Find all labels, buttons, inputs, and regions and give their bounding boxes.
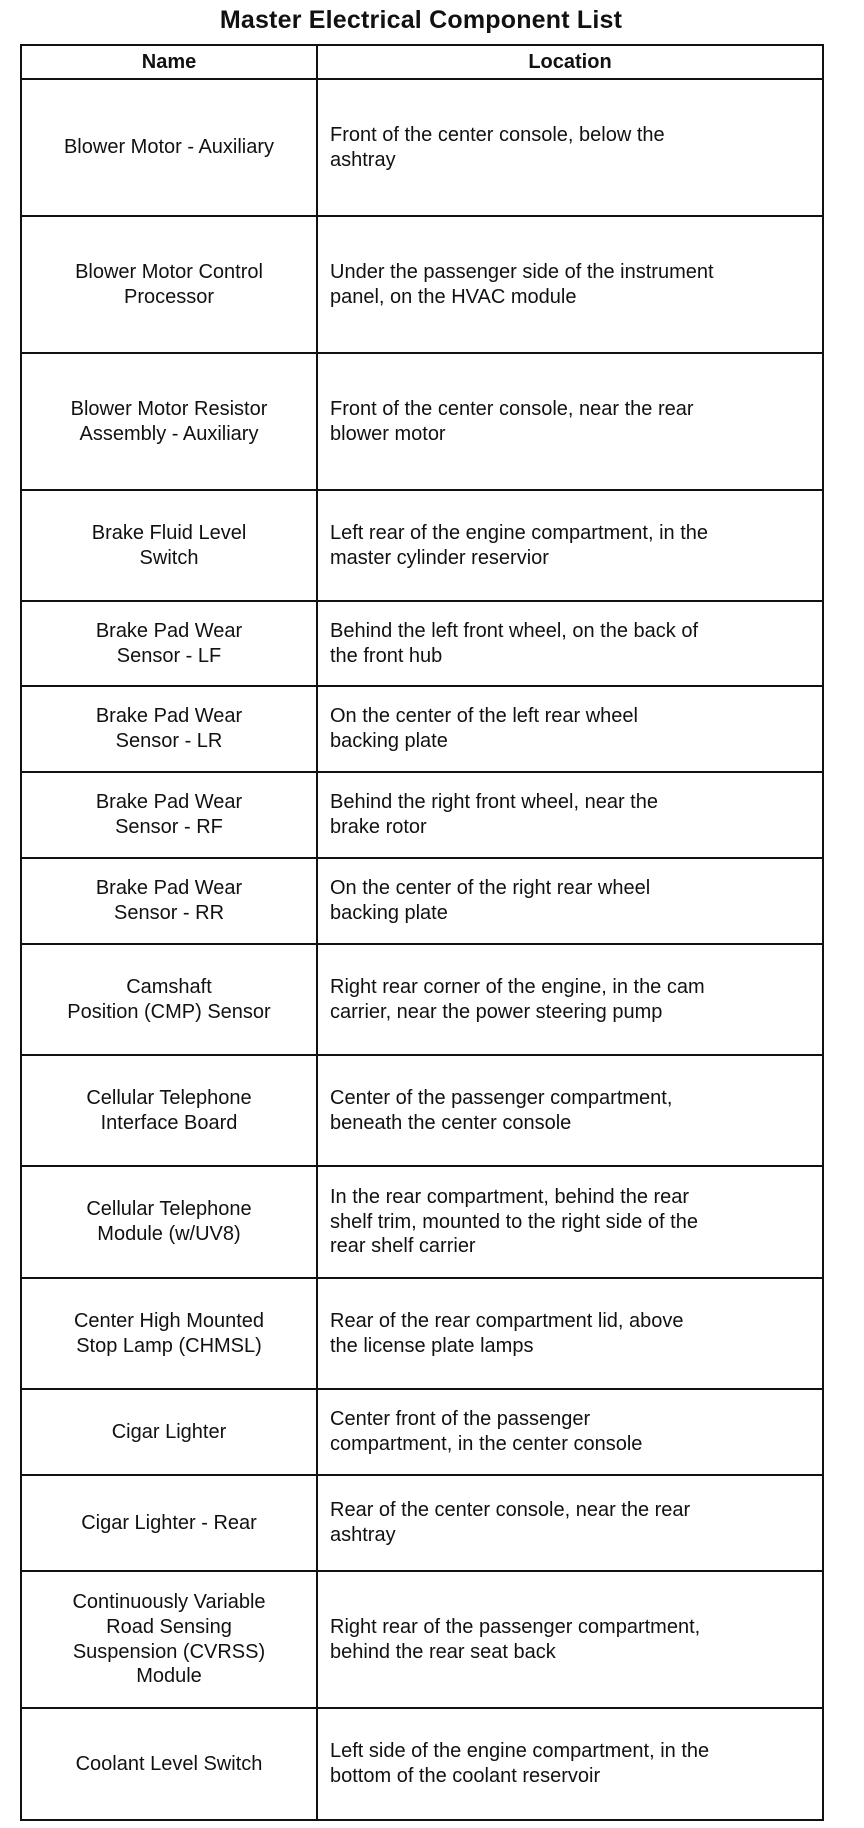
column-header-name: Name — [21, 45, 317, 79]
table-row — [21, 858, 823, 944]
component-name: Brake Pad Wear Sensor - RR — [21, 858, 317, 944]
component-name: Coolant Level Switch — [21, 1708, 317, 1820]
component-name: Blower Motor - Auxiliary — [21, 79, 317, 216]
table-row — [21, 79, 823, 216]
component-location: Left rear of the engine compartment, in the master cylinder reservior — [317, 490, 823, 601]
table-row — [21, 1055, 823, 1166]
component-name: Cigar Lighter - Rear — [21, 1475, 317, 1571]
table-row — [21, 1475, 823, 1571]
component-name: Cigar Lighter — [21, 1389, 317, 1475]
component-location: Right rear of the passenger compartment, behind the rear seat back — [317, 1571, 823, 1708]
component-name: Camshaft Position (CMP) Sensor — [21, 944, 317, 1055]
table-row — [21, 1166, 823, 1278]
component-location: On the center of the right rear wheel backing plate — [317, 858, 823, 944]
component-location: Left side of the engine compartment, in the bottom of the coolant reservoir — [317, 1708, 823, 1820]
component-location: Behind the right front wheel, near the brake rotor — [317, 772, 823, 858]
component-location: In the rear compartment, behind the rear shelf trim, mounted to the right side of the rear shelf carrier — [317, 1166, 823, 1278]
table-row — [21, 944, 823, 1055]
component-name: Cellular Telephone Module (w/UV8) — [21, 1166, 317, 1278]
table-row — [21, 1571, 823, 1708]
component-location: Front of the center console, below the ashtray — [317, 79, 823, 216]
table-row — [21, 216, 823, 353]
table-header-row — [21, 45, 823, 79]
component-name: Brake Pad Wear Sensor - RF — [21, 772, 317, 858]
table-row — [21, 1278, 823, 1389]
component-table — [20, 44, 824, 1821]
component-location: Rear of the center console, near the rear ashtray — [317, 1475, 823, 1571]
column-header-location: Location — [317, 45, 823, 79]
component-name: Brake Pad Wear Sensor - LF — [21, 601, 317, 686]
component-location: Rear of the rear compartment lid, above the license plate lamps — [317, 1278, 823, 1389]
table-row — [21, 1708, 823, 1820]
component-name: Brake Pad Wear Sensor - LR — [21, 686, 317, 772]
component-name: Brake Fluid Level Switch — [21, 490, 317, 601]
component-name: Blower Motor Control Processor — [21, 216, 317, 353]
component-name: Cellular Telephone Interface Board — [21, 1055, 317, 1166]
component-location: Behind the left front wheel, on the back of the front hub — [317, 601, 823, 686]
table-row — [21, 490, 823, 601]
page-title: Master Electrical Component List — [219, 6, 623, 34]
component-location: On the center of the left rear wheel backing plate — [317, 686, 823, 772]
component-location: Front of the center console, near the rear blower motor — [317, 353, 823, 490]
table-row — [21, 686, 823, 772]
component-location: Center front of the passenger compartment, in the center console — [317, 1389, 823, 1475]
table-row — [21, 353, 823, 490]
component-location: Under the passenger side of the instrument panel, on the HVAC module — [317, 216, 823, 353]
component-location: Right rear corner of the engine, in the cam carrier, near the power steering pump — [317, 944, 823, 1055]
component-location: Center of the passenger compartment, beneath the center console — [317, 1055, 823, 1166]
component-name: Continuously Variable Road Sensing Suspension (CVRSS) Module — [21, 1571, 317, 1708]
table-row — [21, 772, 823, 858]
component-name: Center High Mounted Stop Lamp (CHMSL) — [21, 1278, 317, 1389]
component-name: Blower Motor Resistor Assembly - Auxiliary — [21, 353, 317, 490]
table-row — [21, 1389, 823, 1475]
table-row — [21, 601, 823, 686]
